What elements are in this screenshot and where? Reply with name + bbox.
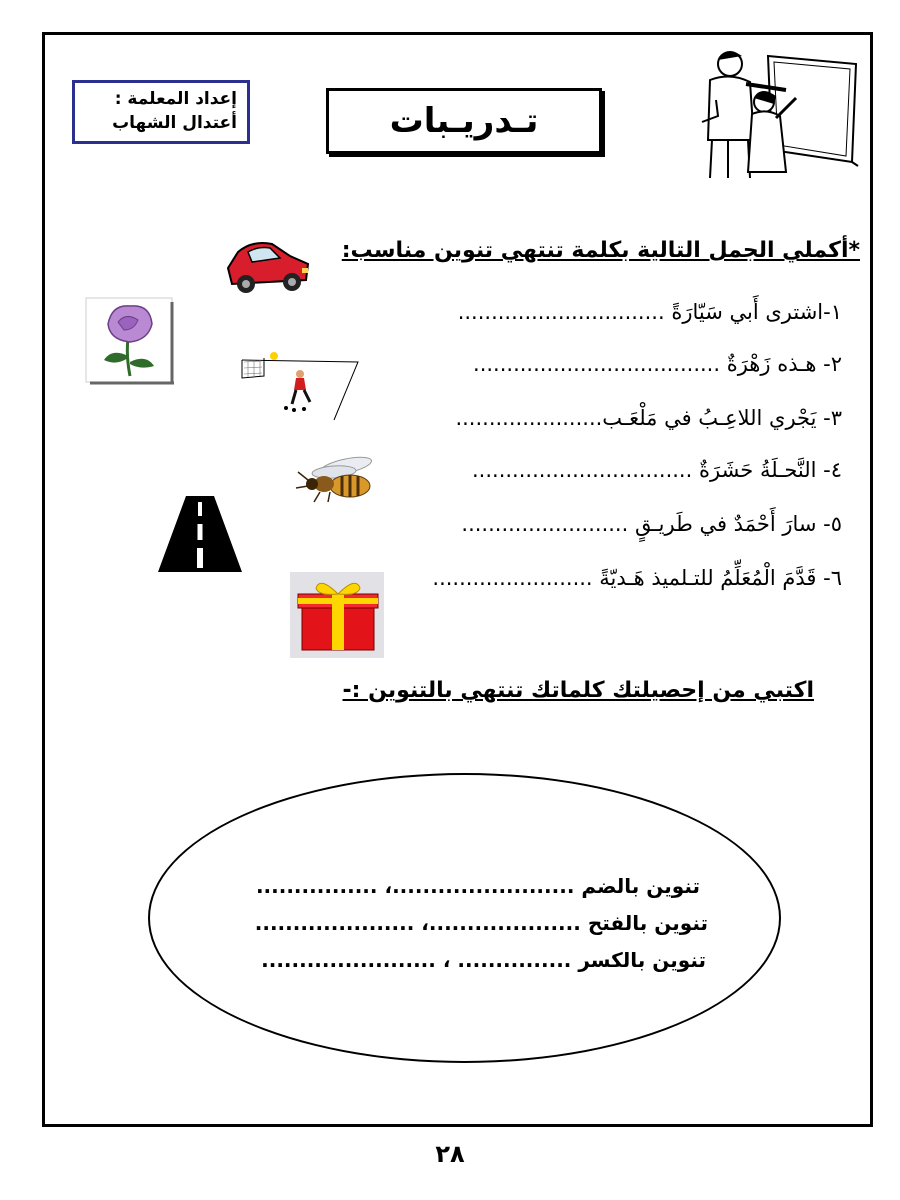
sentence-blank[interactable]: ............................... bbox=[457, 300, 665, 324]
line-blank-1[interactable]: ........................ bbox=[392, 874, 575, 898]
line-blank-2[interactable]: ....................... bbox=[261, 948, 436, 972]
soccer-field-icon bbox=[238, 348, 360, 424]
line-separator: ، bbox=[421, 911, 429, 935]
teacher-student-icon bbox=[688, 42, 866, 182]
line-blank-1[interactable]: .................... bbox=[428, 911, 581, 935]
sentence-blank[interactable]: ......................... bbox=[461, 512, 629, 536]
gift-box-icon bbox=[290, 572, 384, 658]
tanween-fatha-line bbox=[255, 911, 708, 935]
sentence-text: ٤- النَّحـلَةُ حَشَرَةٌ bbox=[698, 458, 842, 482]
sentence-blank[interactable]: ..................................... bbox=[473, 352, 721, 376]
sentence-blank[interactable]: ...................... bbox=[455, 406, 603, 430]
line-blank-1[interactable]: ............... bbox=[457, 948, 572, 972]
author-line1: إعداد المعلمة : bbox=[114, 89, 237, 109]
line-separator: ، bbox=[442, 948, 451, 972]
tanween-damma-line bbox=[256, 874, 700, 898]
rose-icon bbox=[82, 296, 176, 386]
page-title: تـدريـبات bbox=[326, 88, 602, 154]
sentence-blank[interactable]: ........................ bbox=[432, 566, 593, 590]
sentence-text: ١-اشترى أَبي سَيّارَةً bbox=[671, 300, 842, 324]
line-label: تنوين بالفتح bbox=[587, 911, 708, 935]
line-label: تنوين بالضم bbox=[581, 874, 700, 898]
sentence-3 bbox=[455, 406, 842, 430]
sentence-5 bbox=[461, 512, 842, 536]
sentence-4 bbox=[472, 458, 842, 482]
exercise2-heading: اكتبي من إحصيلتك كلماتك تنتهي بالتنوين :- bbox=[342, 678, 814, 703]
sentence-blank[interactable]: ................................. bbox=[472, 458, 693, 482]
road-icon bbox=[156, 494, 244, 574]
car-icon bbox=[222, 234, 314, 298]
tanween-kasra-line bbox=[261, 948, 706, 972]
exercise1-heading: *أكملي الجمل التالية بكلمة تنتهي تنوين مناسب: bbox=[341, 238, 860, 263]
sentence-1 bbox=[458, 300, 842, 324]
author-box bbox=[72, 80, 250, 144]
bee-icon bbox=[290, 456, 382, 506]
sentence-2 bbox=[473, 352, 842, 376]
author-line2: أعتدال الشهاب bbox=[112, 113, 237, 133]
line-blank-2[interactable]: ................ bbox=[255, 874, 378, 898]
sentence-6 bbox=[432, 566, 842, 590]
page-number: ٢٨ bbox=[435, 1140, 465, 1168]
line-blank-2[interactable]: ..................... bbox=[254, 911, 415, 935]
sentence-text: ٢- هـذه زَهْرَةٌ bbox=[726, 352, 842, 376]
sentence-text: ٥- سارَ أَحْمَدٌ في طَريـقٍ bbox=[634, 512, 842, 536]
line-separator: ، bbox=[384, 874, 393, 898]
line-label: تنوين بالكسر bbox=[578, 948, 706, 972]
sentence-text: ٣- يَجْري اللاعِـبُ في مَلْعَـب bbox=[602, 406, 842, 430]
sentence-text: ٦- قَدَّمَ الْمُعَلِّمُ للتـلميذ هَـديّةً bbox=[599, 566, 842, 590]
